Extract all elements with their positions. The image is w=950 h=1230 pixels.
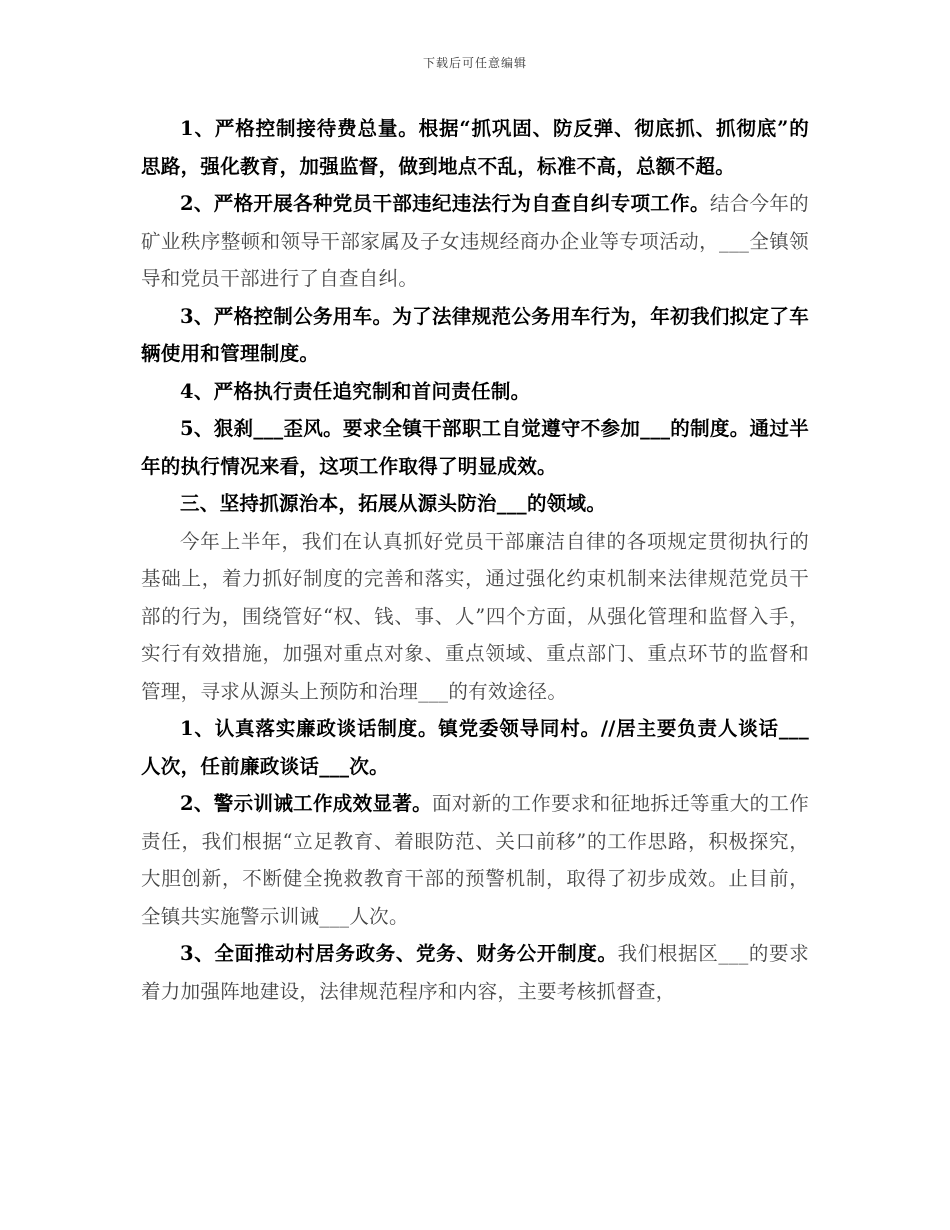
- paragraph-3: [141, 298, 809, 373]
- section-heading-3: [141, 485, 809, 523]
- section-heading-3-bold: 三、坚持抓源治本，拓展从源头防治___的领域。: [180, 492, 607, 515]
- paragraph-7: [141, 785, 809, 935]
- paragraph-6-bold: 1、认真落实廉政谈话制度。镇党委领导同村。//居主要负责人谈话___人次，任前廉政谈话___次。: [141, 717, 809, 778]
- paragraph-6: [141, 710, 809, 785]
- paragraph-intro-text: 今年上半年，我们在认真抓好党员干部廉洁自律的各项规定贯彻执行的基础上，着力抓好制度的完善和落实，通过强化约束机制来法律规范党员干部的行为，围绕管好“权、钱、事、人”四个方面，从强化管理和监督入手，实行有效措施，加强对重点对象、重点领域、重点部门、重点环节的监督和管理，寻求从源头上预防和治理___的有效途径。: [141, 529, 809, 703]
- paragraph-7-bold: 2、警示训诫工作成效显著。: [180, 792, 433, 815]
- paragraph-2-text: 结合今年的矿业秩序整顿和领导干部家属及子女违规经商办企业等专项活动，___全镇领导和党员干部进行了自查自纠。: [141, 192, 809, 290]
- paragraph-8: [141, 935, 809, 1010]
- paragraph-1: [141, 110, 809, 185]
- paragraph-8-text: 我们根据区___的要求着力加强阵地建设，法律规范程序和内容，主要考核抓督查，: [141, 942, 809, 1003]
- paragraph-1-bold: 1、严格控制接待费总量。根据“抓巩固、防反弹、彻底抓、抓彻底”的思路，强化教育，加强监督，做到地点不乱，标准不高，总额不超。: [141, 117, 809, 178]
- paragraph-7-text: 面对新的工作要求和征地拆迁等重大的工作责任，我们根据“立足教育、着眼防范、关口前移”的工作思路，积极探究，大胆创新，不断健全挽救教育干部的预警机制，取得了初步成效。止目前，全镇共实施警示训诫___人次。: [141, 792, 810, 928]
- paragraph-5-bold: 5、狠刹___歪风。要求全镇干部职工自觉遵守不参加___的制度。通过半年的执行情况来看，这项工作取得了明显成效。: [141, 417, 809, 478]
- paragraph-3-bold: 3、严格控制公务用车。为了法律规范公务用车行为，年初我们拟定了车辆使用和管理制度。: [141, 304, 809, 365]
- paragraph-8-bold: 3、全面推动村居务政务、党务、财务公开制度。: [180, 942, 618, 965]
- page-header: 下载后可任意编辑: [422, 56, 527, 70]
- paragraph-4-bold: 4、严格执行责任追究制和首问责任制。: [180, 379, 531, 403]
- paragraph-4: [141, 373, 809, 411]
- paragraph-intro: [141, 523, 809, 711]
- paragraph-5: [141, 410, 809, 485]
- paragraph-2-bold: 2、严格开展各种党员干部违纪违法行为自查自纠专项工作。: [180, 192, 710, 215]
- document-body: [141, 110, 809, 1010]
- paragraph-2: [141, 185, 809, 298]
